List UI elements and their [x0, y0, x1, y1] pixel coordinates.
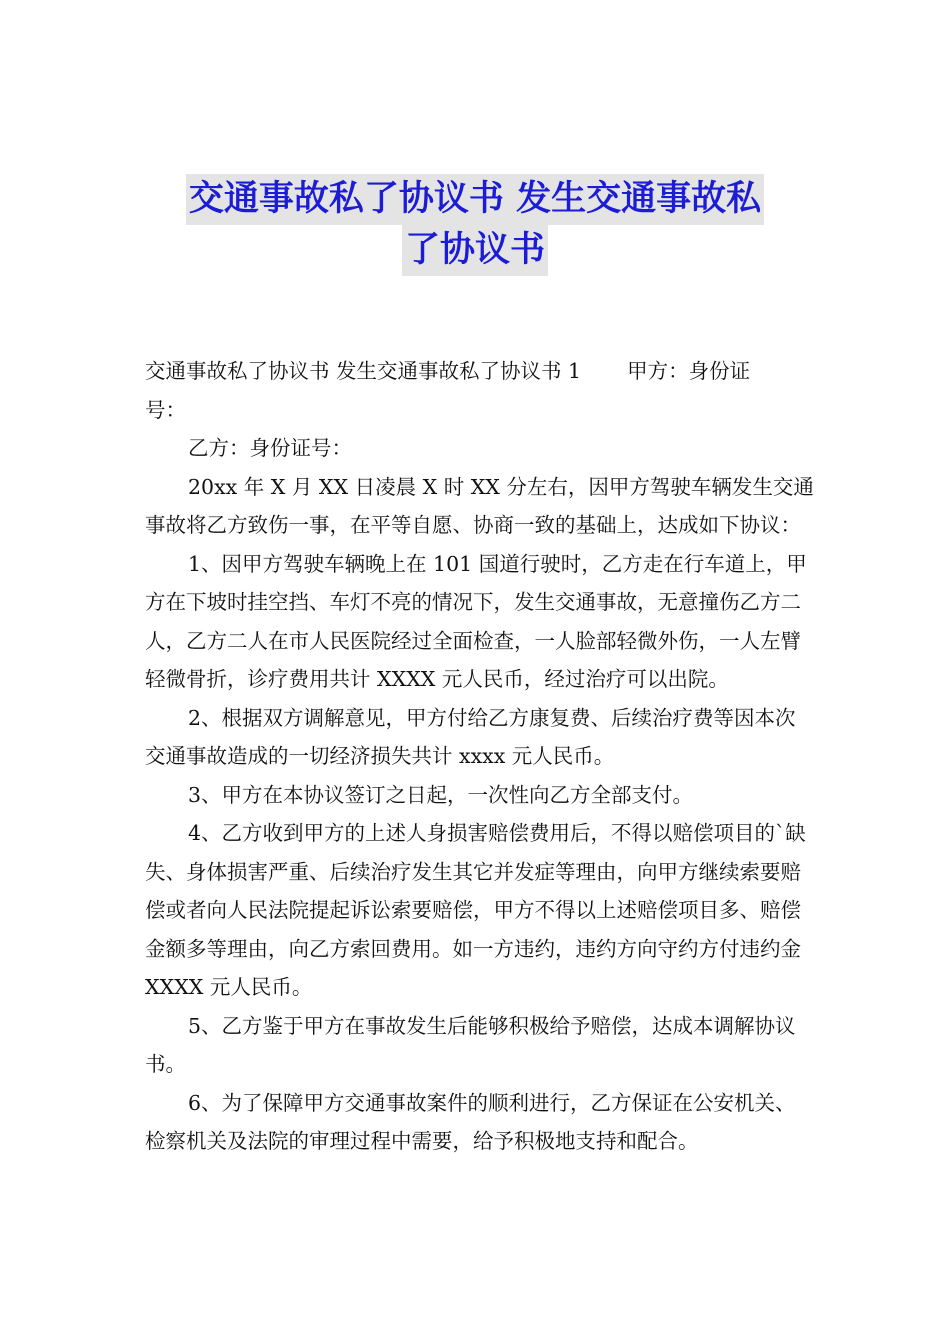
- intro-party-a-cont: 号：: [145, 397, 186, 422]
- clause-5: 5、乙方鉴于甲方在事故发生后能够积极给予赔偿，达成本调解协议书。: [145, 1013, 796, 1076]
- clause-4: 4、乙方收到甲方的上述人身损害赔偿费用后，不得以赔偿项目的`缺失、身体损害严重、后续治疗发生其它并发症等理由，向甲方继续索要赔偿或者向人民法院提起诉讼索要赔偿，甲方不得以上述赔偿项目多、赔偿金额多等理由，向乙方索回费用。如一方违约，违约方向守约方付违约金 XXXX 元人民币。: [145, 821, 806, 999]
- party-b-line: 乙方：身份证号：: [188, 436, 352, 460]
- document-title: [0, 174, 950, 276]
- clause-1: 1、因甲方驾驶车辆晚上在 101 国道行驶时，乙方走在行车道上，甲方在下坡时挂空挡、车灯不亮的情况下，发生交通事故，无意撞伤乙方二人，乙方二人在市人民医院经过全面检查，一人脸部轻微外伤，一人左臂轻微骨折，诊疗费用共计 XXXX 元人民币，经过治疗可以出院。: [145, 551, 807, 691]
- title-line-1: 交通事故私了协议书 发生交通事故私: [186, 174, 764, 225]
- preamble-paragraph: 20xx 年 X 月 XX 日凌晨 X 时 XX 分左右，因甲方驾驶车辆发生交通事故将乙方致伤一事，在平等自愿、协商一致的基础上，达成如下协议：: [145, 474, 814, 537]
- intro-party-a: 甲方：身份证: [627, 359, 751, 383]
- title-line-2: 了协议书: [402, 225, 548, 276]
- intro-paragraph: [145, 352, 815, 429]
- intro-lead: 交通事故私了协议书 发生交通事故私了协议书 1: [145, 359, 582, 383]
- clause-2: 2、根据双方调解意见，甲方付给乙方康复费、后续治疗费等因本次交通事故造成的一切经济损失共计 xxxx 元人民币。: [145, 705, 796, 768]
- document-body: [145, 352, 815, 1161]
- clause-6: 6、为了保障甲方交通事故案件的顺利进行，乙方保证在公安机关、检察机关及法院的审理过程中需要，给予积极地支持和配合。: [145, 1090, 796, 1153]
- clause-3: 3、甲方在本协议签订之日起，一次性向乙方全部支付。: [188, 782, 694, 807]
